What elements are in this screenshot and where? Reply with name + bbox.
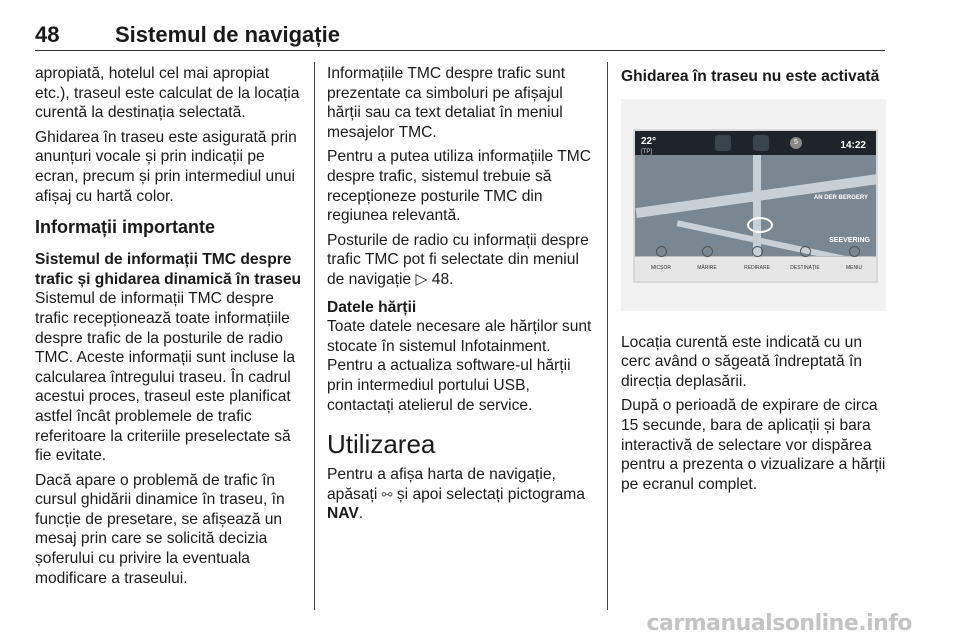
column-3 (621, 64, 891, 499)
menu-button[interactable]: MENIU (832, 246, 876, 279)
status-bar (635, 131, 876, 155)
paragraph (327, 231, 595, 290)
subsection-heading: Ghidarea în traseu nu este activată (621, 68, 880, 85)
watermark: carmanualsonline.info (646, 611, 912, 636)
text: și apoi selectați pictograma (392, 485, 585, 503)
zoom-out-button[interactable]: MICȘOR (639, 246, 683, 279)
column-2 (327, 64, 595, 529)
page-title: Sistemul de navigație (115, 22, 340, 47)
map-button-bar (635, 256, 876, 281)
paragraph: După o perioadă de expirare de circa 15 secunde, bara de aplicații și bara interactivă de selectare vor dispărea pentru a prezenta o vizualizare a hărții pe ecranul complet. (621, 397, 886, 493)
paragraph: Ghidarea în traseu este asigurată prin anunțuri vocale și prin indicații pe ecran, precum și prin intermediul unui afișaj cu hartă color. (35, 128, 297, 205)
page-header (35, 22, 885, 52)
text: Posturile de radio cu informații despre trafic TMC pot fi selectate din meniul de navigație (327, 231, 589, 288)
destination-button[interactable]: DESTINAȚIE (783, 246, 827, 279)
current-position-arrow-icon (747, 217, 773, 233)
chapter-heading: Utilizarea (327, 429, 436, 460)
recenter-button[interactable]: REDIRARE (735, 246, 779, 279)
zoom-in-button[interactable]: MĂRIRE (685, 246, 729, 279)
phone-icon (715, 135, 731, 151)
page-number: 48 (35, 22, 60, 47)
paragraph: Dacă apare o problemă de trafic în cursul ghidării dinamice în traseu, în funcție de presetare, se afișează un mesaj prin care se solicită decizia șoferului cu privire la eventuala modificare a traseului. (35, 471, 285, 587)
page-ref-icon: ▷ (415, 270, 428, 288)
nav-label: NAV (327, 505, 359, 523)
text: Pentru a afișa harta de navigație, apăsați (327, 466, 556, 503)
subsection-heading: Sistemul de informații TMC despre trafic și ghidarea dinamică în traseu (35, 251, 302, 288)
section-heading: Informații importante (35, 217, 216, 238)
paragraph (327, 465, 595, 524)
clock: 14:22 (840, 139, 866, 151)
paragraph: Pentru a putea utiliza informațiile TMC despre trafic, sistemul trebuie să recepționeze posturile TMC din regiunea relevantă. (327, 148, 592, 225)
temperature: 22° (641, 135, 657, 147)
street-label: AN DER BERGERY (813, 194, 868, 201)
header-rule (35, 50, 885, 51)
navigation-screenshot (621, 99, 886, 311)
paragraph: Sistemul de informații TMC despre trafic recepționează toate informațiile despre trafic de la posturile de radio TMC. Aceste informații sunt incluse la calcularea întregului traseu. În cadrul acestui proces, traseul este planificat astfel încât problemele de trafic referitoare la criteriile preselectate să fie evitate. (35, 290, 295, 465)
column-divider-1 (314, 62, 315, 610)
paragraph: Informațiile TMC despre trafic sunt prezentate ca simboluri pe afișajul hărții sau ca text detaliat în meniul mesajelor TMC. (327, 65, 566, 141)
map-display (633, 129, 878, 283)
subsection-heading: Datele hărții (327, 298, 417, 316)
paragraph: Locația curentă este indicată cu un cerc având o săgeată îndreptată în direcția deplasării. (621, 333, 863, 390)
page-ref-link[interactable]: 48. (431, 270, 454, 288)
paragraph: Toate datele necesare ale hărților sunt stocate în sistemul Infotainment. Pentru a actualiza software-ul hărții prin intermediul portului USB, contactați atelierul de service. (327, 318, 592, 414)
paragraph: apropiată, hotelul cel mai apropiat etc.), traseul este calculat de la locația curentă la destinația selectată. (35, 65, 300, 122)
tp-indicator: [TP] (641, 148, 653, 155)
street-label: SEEVERING (829, 236, 870, 244)
home-button-icon: ⚯ (381, 486, 393, 502)
notification-badge: 5 (790, 137, 802, 149)
media-icon (753, 135, 769, 151)
column-1 (35, 64, 305, 593)
text: . (358, 505, 364, 523)
column-divider-2 (607, 62, 608, 610)
